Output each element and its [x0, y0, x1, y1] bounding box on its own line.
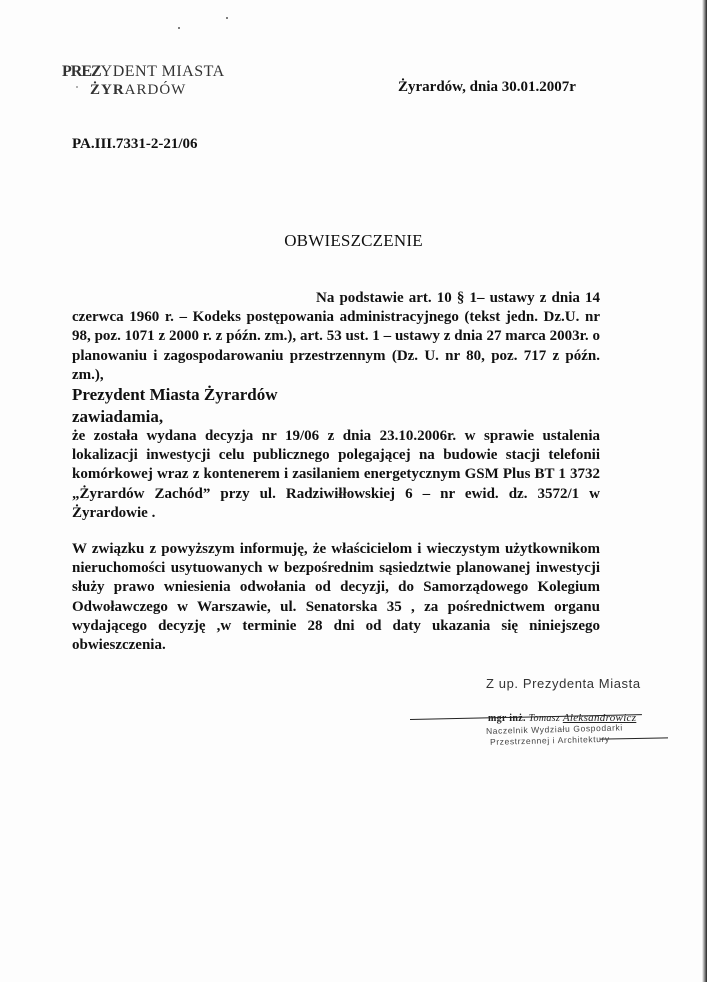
document-title: OBWIESZCZENIE	[284, 231, 423, 250]
appeal-paragraph: W związku z powyższym informuję, że właścicielom i wieczystym użytkownikom nieruchomości usytuowanych w bezpośrednim sąsiedztwie planowanej inwestycji służy prawo wniesienia odwołania od decyzji, do Samorządowego Kolegium Odwoławczego w Warszawie, ul. Senatorska 35 , za pośrednictwem organu wydającego decyzję ,w terminie 28 dni od daty ukazania się niniejszego obwieszczenia.	[72, 541, 600, 654]
document-date: Żyrardów, dnia 30.01.2007r	[398, 79, 576, 95]
scan-speck	[226, 17, 228, 19]
reference-number: PA.III.7331-2-21/06	[72, 136, 198, 152]
signature-stamp	[410, 708, 670, 778]
signatory-function: Naczelnik Wydziału Gospodarki Przestrzennej i Architektury	[485, 722, 623, 747]
signatory-name: mgr inż. Tomasz Aleksandrowicz	[488, 712, 637, 724]
legal-basis-first-line: Na podstawie art. 10 § 1– ustawy z dnia	[316, 290, 580, 306]
scan-edge	[702, 0, 707, 982]
decision-paragraph: że została wydana decyzja nr 19/06 z dnia 23.10.2006r. w sprawie ustalenia lokalizacji inwestycji celu publicznego polegającej na budowie stacji telefonii komórkowej wraz z kontenerem i zasilaniem energetycznym GSM Plus BT 1 3732 „Żyrardów Zachód” przy ul. Radziwiłłowskiej 6 – nr ewid. dz. 3572/1 w Żyrardowie .	[72, 428, 600, 521]
stamp-line-2: ŻYRARDÓW	[90, 82, 187, 98]
announces-heading: zawiadamia,	[72, 407, 164, 426]
stamp-line-1: PREZYDENT MIASTA	[62, 63, 225, 80]
issuer-heading: Prezydent Miasta Żyrardów	[72, 385, 278, 404]
legal-basis-text: 14 czerwca 1960 r. – Kodeks postępowania administracyjnego (tekst jedn. Dz.U. nr 98, poz. 1071 z 2000 r. z późn. zm.), art. 53 ust. 1 – ustawy z dnia 27 marca 2003r. o planowaniu i zagospodarowaniu przestrzennym (Dz. U. nr 80, poz. 717 z późn. zm.),	[72, 290, 600, 383]
legal-basis-paragraph	[72, 289, 600, 385]
office-stamp	[62, 62, 225, 100]
scan-speck	[76, 86, 78, 88]
signature-on-behalf: Z up. Prezydenta Miasta	[486, 676, 641, 691]
scan-speck	[178, 27, 180, 29]
